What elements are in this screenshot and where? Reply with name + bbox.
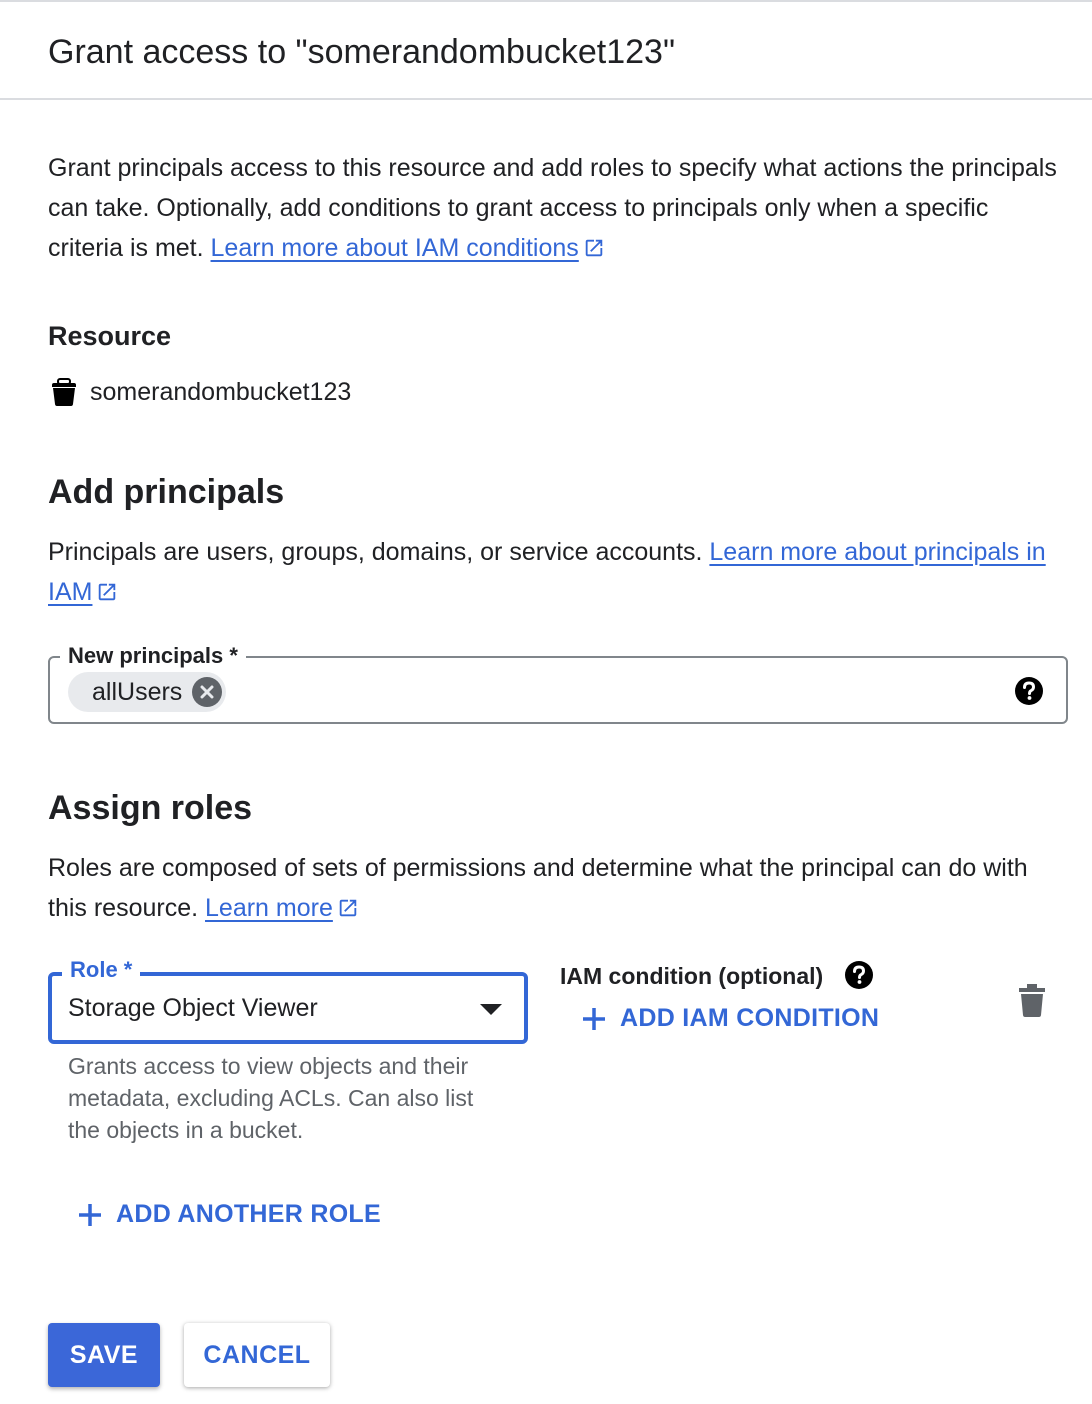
role-description: Grants access to view objects and their metadata, excluding ACLs. Can also list the objects in a bucket. xyxy=(68,1053,474,1143)
dropdown-arrow-icon[interactable] xyxy=(480,1004,502,1015)
add-another-role-button[interactable] xyxy=(76,1200,381,1229)
roles-description xyxy=(48,848,1068,928)
add-another-role-label: ADD ANOTHER ROLE xyxy=(116,1200,381,1228)
cancel-button[interactable]: CANCEL xyxy=(184,1323,330,1387)
delete-icon[interactable] xyxy=(1018,984,1046,1018)
role-value: Storage Object Viewer xyxy=(68,994,318,1022)
chip-remove-icon[interactable] xyxy=(192,677,222,707)
principals-description xyxy=(48,532,1068,612)
iam-condition-label xyxy=(560,960,874,992)
new-principals-field[interactable] xyxy=(48,643,1068,724)
help-icon[interactable] xyxy=(1014,676,1044,706)
dialog-title: Grant access to "somerandombucket123" xyxy=(48,33,676,71)
roles-description-text: Roles are composed of sets of permissions and determine what the principal can do with this resource. xyxy=(48,854,1028,922)
resource-heading: Resource xyxy=(48,321,172,351)
dialog-header xyxy=(0,2,1092,100)
principals-description-text: Principals are users, groups, domains, or service accounts. xyxy=(48,538,710,566)
plus-icon xyxy=(580,1005,608,1033)
roles-learn-more-link[interactable]: Learn more xyxy=(205,894,333,922)
assign-roles-heading: Assign roles xyxy=(48,789,253,827)
iam-condition-label-text: IAM condition (optional) xyxy=(560,963,824,989)
bucket-icon xyxy=(48,376,80,408)
principal-chip xyxy=(68,672,226,712)
save-button[interactable]: SAVE xyxy=(48,1323,160,1387)
plus-icon xyxy=(76,1201,104,1229)
intro-body: Grant principals access to this resource and add roles to specify what actions the principals can take. Optionally, add conditions to grant access to principals only when a specific criteria is met. xyxy=(48,154,1057,262)
principal-chip-label: allUsers xyxy=(92,677,183,706)
iam-conditions-link[interactable]: Learn more about IAM conditions xyxy=(210,234,579,262)
role-select[interactable] xyxy=(48,957,528,1044)
resource-name: somerandombucket123 xyxy=(90,378,352,406)
principals-link[interactable]: Learn more about principals in IAM xyxy=(48,538,1046,606)
add-iam-condition-label: ADD IAM CONDITION xyxy=(620,1004,880,1032)
add-iam-condition-button[interactable] xyxy=(580,1004,879,1033)
new-principals-label: New principals * xyxy=(60,642,246,670)
external-link-icon[interactable] xyxy=(337,897,359,919)
help-icon[interactable] xyxy=(844,960,874,990)
external-link-icon[interactable] xyxy=(583,237,605,259)
external-link-icon[interactable] xyxy=(96,581,118,603)
intro-text xyxy=(48,148,1068,268)
resource-row xyxy=(48,372,351,412)
role-label: Role * xyxy=(62,956,140,984)
add-principals-heading: Add principals xyxy=(48,473,285,511)
